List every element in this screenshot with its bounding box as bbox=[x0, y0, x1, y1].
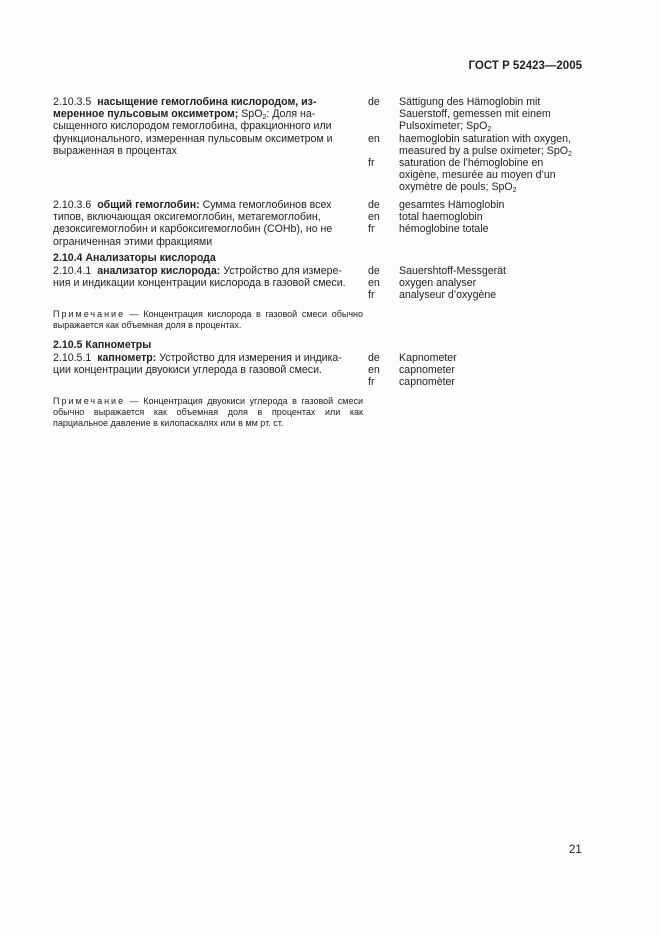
section-heading-2-10-4: 2.10.4 Анализаторы кислорода bbox=[53, 252, 216, 264]
entry-2-10-5-1: 2.10.5.1 капнометр: Устройство для измерения и индика- ции концентрации двуокиси углерода в газовой смеси. bbox=[53, 352, 342, 377]
definition: Сумма гемоглобинов всех bbox=[202, 199, 332, 211]
page-number: 21 bbox=[569, 844, 582, 856]
entry-2-10-4-1: 2.10.4.1 анализатор кислорода: Устройство для измере- ния и индикации концентрации кислорода в газовой смеси. bbox=[53, 265, 346, 290]
translation-fr: fr saturation de l’hémoglobine en oxigène, mesurée au moyen d’un oxymètre de pouls; SpO$_2$ bbox=[368, 157, 556, 195]
term: общий гемоглобин: bbox=[97, 199, 200, 211]
entry-2-10-3-6: 2.10.3.6 общий гемоглобин: Сумма гемоглобинов всех типов, включающая оксигемоглобин, метагемоглобин, дезоксигемоглобин и карбоксигемоглобин (COHb), но не ограниченная этими фракциями bbox=[53, 199, 333, 248]
definition-line: сыщенного кислородом гемоглобина, фракционного или bbox=[53, 120, 332, 133]
translation-de: de Sättigung des Hämoglobin mit Sauerstoff, gemessen mit einem Pulsoximeter; SpO$_2$ bbox=[368, 96, 551, 134]
definition-line: выраженная в процентах bbox=[53, 144, 177, 157]
entry-2-10-3-5: 2.10.3.5 насыщение гемоглобина кислородом, из- меренное пульсовым оксиметром; SpO$_2$: Доля на- сыщенного кислородом гемоглобина, фракционного или функционального, измеренная пульсовым оксиметром и выраженная в процентах bbox=[53, 96, 363, 157]
term-cont: меренное пульсовым оксиметром; bbox=[53, 108, 239, 121]
term: насыщение гемоглобина кислородом, из- bbox=[97, 96, 317, 108]
translations-2-10-5-1: de Kapnometer en capnometer fr capnomèter bbox=[368, 352, 457, 389]
entry-number: 2.10.3.5 bbox=[53, 96, 92, 108]
translations-2-10-4-1: de Sauershtoff-Messgerät en oxygen analyser fr analyseur d’oxygène bbox=[368, 265, 506, 302]
note-2-10-4: Примечание — Концентрация кислорода в газовой смеси обычно выражается как объемная доля в процентах. bbox=[53, 309, 363, 331]
definition-line: функционального, измеренная пульсовым оксиметром и bbox=[53, 132, 333, 145]
symbol: SpO bbox=[241, 108, 263, 121]
translations-2-10-3-6: de gesamtes Hämoglobin en total haemoglobin fr hémoglobine totale bbox=[368, 199, 505, 236]
standard-header: ГОСТ Р 52423—2005 bbox=[468, 60, 582, 72]
definition: : Доля на- bbox=[266, 108, 316, 121]
entry-number: 2.10.3.6 bbox=[53, 199, 92, 211]
translation-en: en haemoglobin saturation with oxygen, measured by a pulse oximeter; SpO$_2$ bbox=[368, 132, 572, 158]
translations-2-10-3-5 bbox=[368, 96, 598, 194]
section-heading-2-10-5: 2.10.5 Капнометры bbox=[53, 339, 152, 351]
note-2-10-5: Примечание — Концентрация двуокиси углерода в газовой смеси обычно выражается как объемная доля в процентах или как парциальное давление в килопаскалях или в мм рт. ст. bbox=[53, 396, 363, 429]
